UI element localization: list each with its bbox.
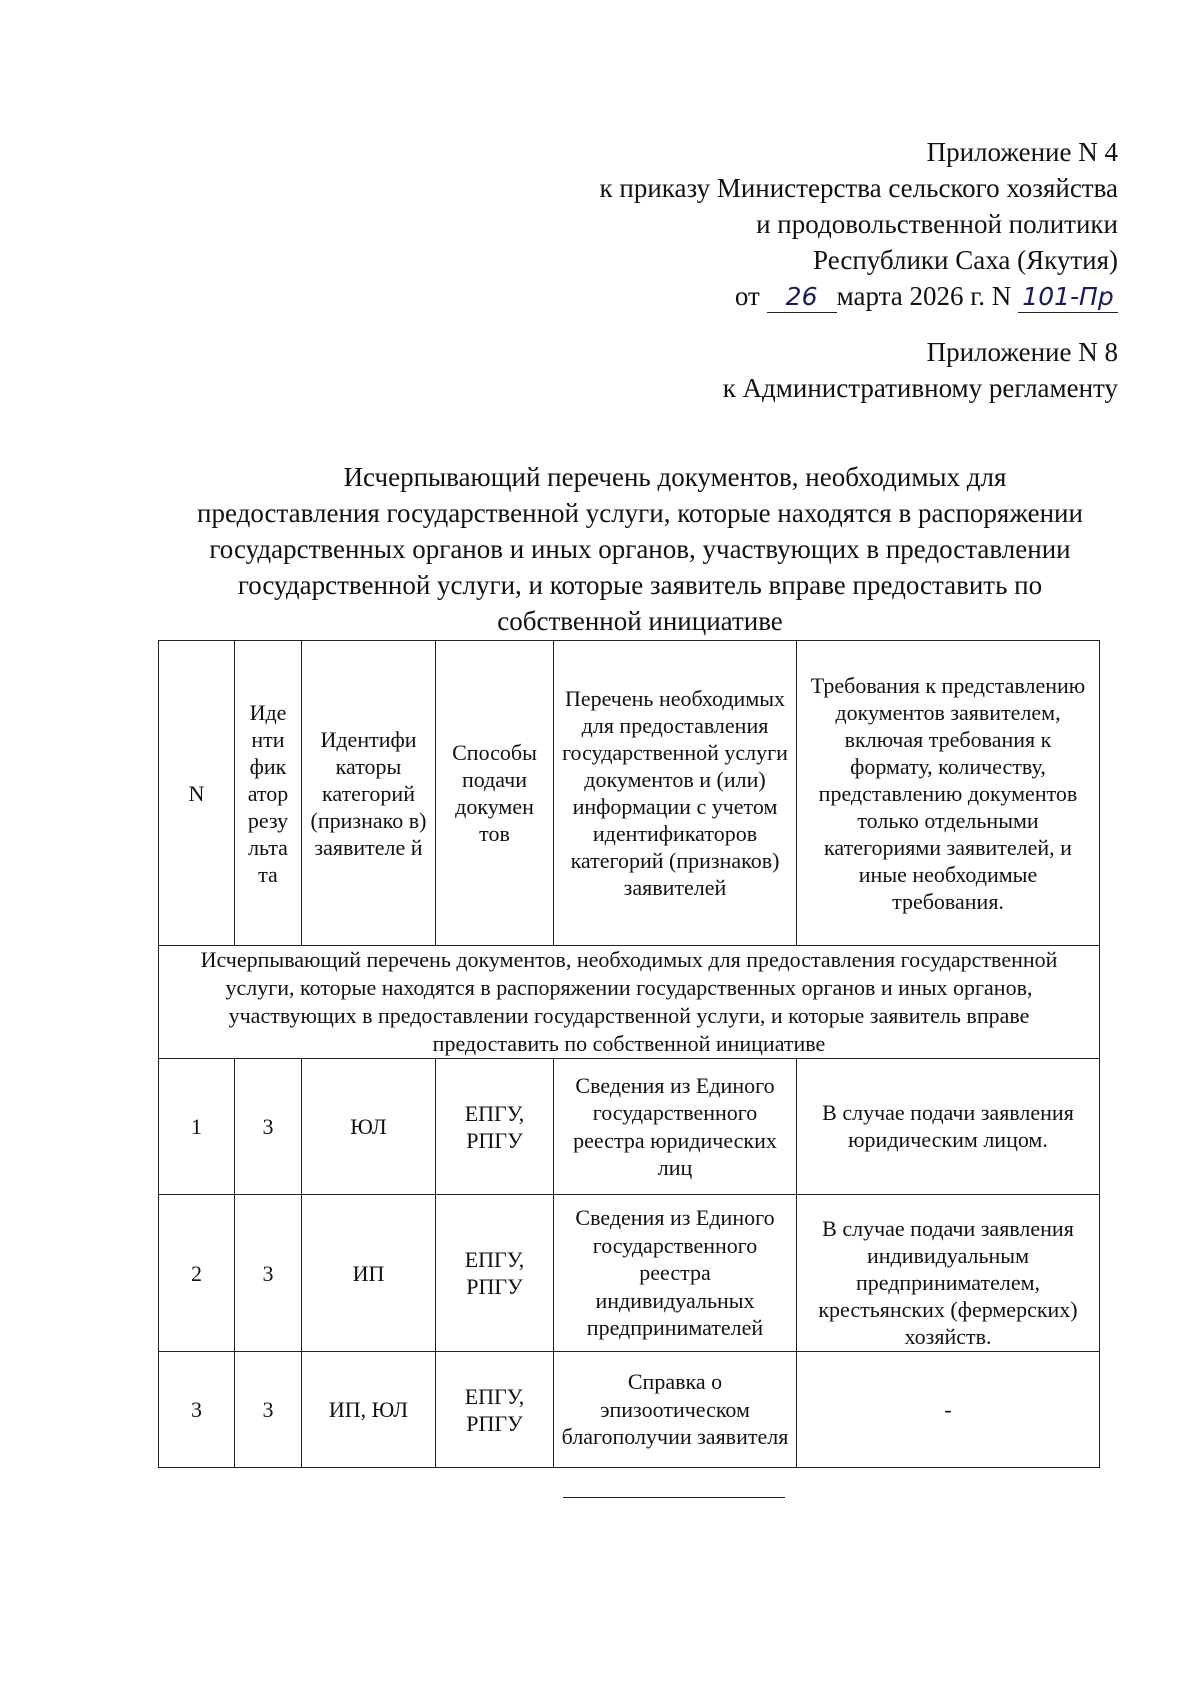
row-n: 2 (159, 1195, 235, 1352)
row-requirements: В случае подачи заявления юридическим лицом. (797, 1059, 1100, 1195)
header-result-id: Иде нти фик атор резу льта та (235, 641, 302, 946)
document-title-line-5: собственной инициативе (497, 606, 783, 636)
footer-divider (563, 1497, 785, 1498)
documents-table (158, 640, 1100, 1468)
row-result-id: 3 (235, 1059, 302, 1195)
row-document: Сведения из Единого государственного реестра индивидуальных предпринимателей (554, 1195, 797, 1352)
table-row (159, 1352, 1100, 1468)
header-requirements: Требования к представлению документов заявителем, включая требования к формату, количеству, представлению документов только отдельными категориями заявителей, и иные необходимые требования. (797, 641, 1100, 946)
header-submission-method: Способы подачи докумен тов (436, 641, 554, 946)
header-n: N (159, 641, 235, 946)
appendix-8-title: Приложение N 8 (926, 337, 1118, 367)
document-title (160, 459, 1120, 639)
row-applicant-category: ИП, ЮЛ (302, 1352, 436, 1468)
row-document: Справка о эпизоотическом благополучии заявителя (554, 1352, 797, 1468)
row-n: 3 (159, 1352, 235, 1468)
table-section-row (159, 946, 1100, 1059)
appendix-4-title: Приложение N 4 (926, 137, 1118, 167)
appendix-4-header (478, 134, 1118, 314)
appendix-4-date-line (478, 278, 1118, 314)
row-result-id: 3 (235, 1195, 302, 1352)
table-header-row (159, 641, 1100, 946)
table-row (159, 1195, 1100, 1352)
appendix-8-header (478, 334, 1118, 406)
row-applicant-category: ЮЛ (302, 1059, 436, 1195)
document-title-line-2: предоставления государственной услуги, которые находятся в распоряжении (197, 498, 1083, 528)
row-requirements: В случае подачи заявления индивидуальным предпринимателем, крестьянских (фермерских) хозяйств. (797, 1195, 1100, 1352)
row-n: 1 (159, 1059, 235, 1195)
row-document: Сведения из Единого государственного реестра юридических лиц (554, 1059, 797, 1195)
date-prefix: от (734, 281, 760, 311)
row-result-id: 3 (235, 1352, 302, 1468)
appendix-4-order-line-2: и продовольственной политики (756, 209, 1118, 239)
appendix-4-order-line-3: Республики Саха (Якутия) (813, 245, 1118, 275)
appendix-4-order-line-1: к приказу Министерства сельского хозяйства (599, 173, 1118, 203)
header-applicant-category: Идентифи каторы категорий (признако в) заявителе й (302, 641, 436, 946)
table-row (159, 1059, 1100, 1195)
row-submission: ЕПГУ, РПГУ (436, 1352, 554, 1468)
header-document-list: Перечень необходимых для предоставления государственной услуги документов и (или) информации с учетом идентификаторов категорий (признаков) заявителей (554, 641, 797, 946)
appendix-8-subtitle: к Административному регламенту (722, 373, 1118, 403)
document-title-line-1: Исчерпывающий перечень документов, необходимых для (343, 462, 1007, 492)
row-applicant-category: ИП (302, 1195, 436, 1352)
document-title-line-4: государственной услуги, и которые заявитель вправе предоставить по (237, 570, 1043, 600)
row-submission: ЕПГУ, РПГУ (436, 1195, 554, 1352)
row-submission: ЕПГУ, РПГУ (436, 1059, 554, 1195)
handwritten-date-day: 26 (767, 282, 837, 313)
date-month-year: марта 2026 г. N (836, 281, 1012, 311)
section-title: Исчерпывающий перечень документов, необходимых для предоставления государственной услуги, которые находятся в распоряжении государственных органов и иных органов, участвующих в предоставлении государственной услуги, и которые заявитель вправе предоставить по собственной инициативе (159, 946, 1100, 1059)
row-requirements: - (797, 1352, 1100, 1468)
handwritten-order-number: 101-Пр (1018, 282, 1118, 313)
document-title-line-3: государственных органов и иных органов, участвующих в предоставлении (209, 534, 1071, 564)
